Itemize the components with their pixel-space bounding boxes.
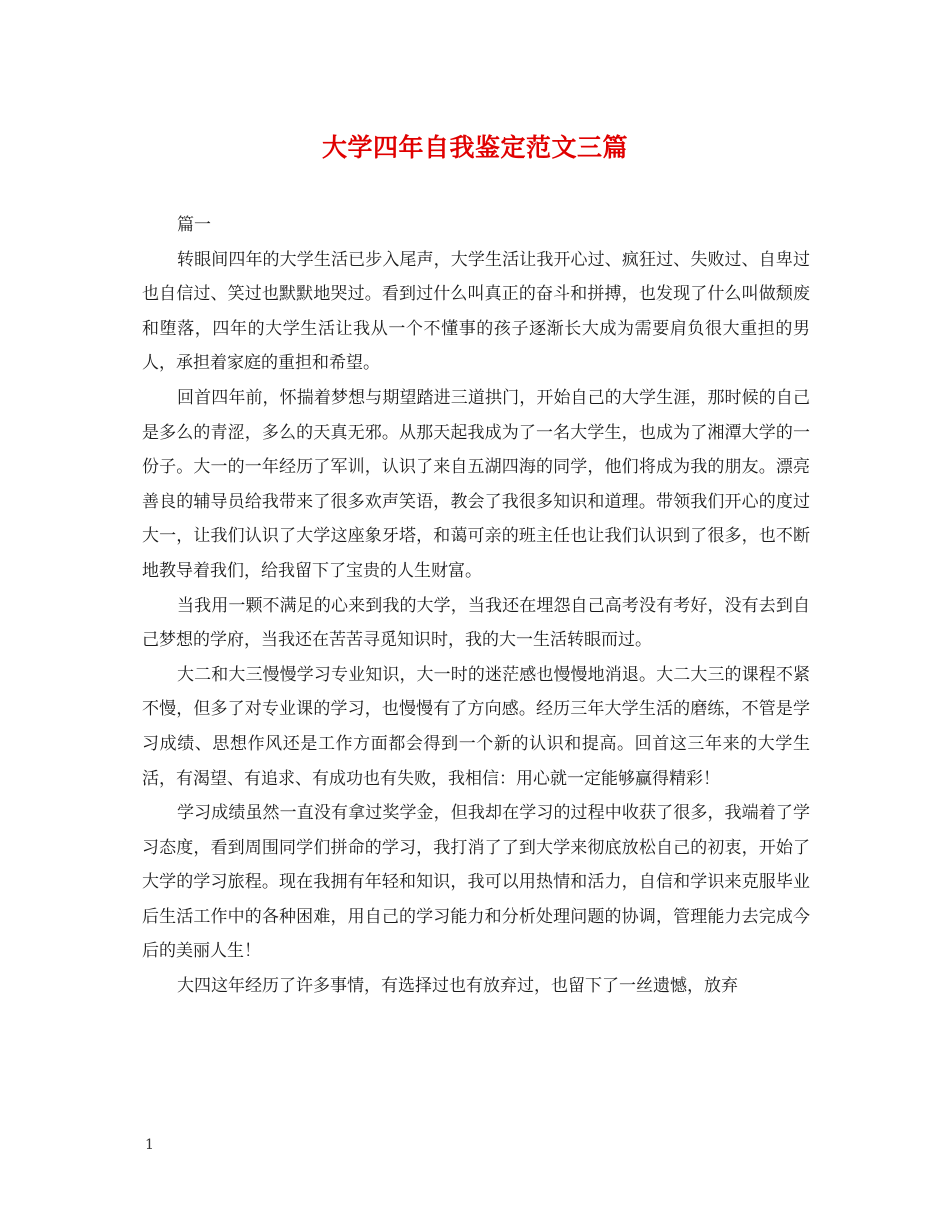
paragraph-6: 大四这年经历了许多事情，有选择过也有放弃过，也留下了一丝遗憾，放弃 [177,976,738,997]
paragraph-5: 学习成绩虽然一直没有拿过奖学金，但我却在学习的过程中收获了很多，我端着了学习态度，看到周围同学们拼命的学习，我打消了了到大学来彻底放松自己的初衷，开始了大学的学习旅程。现在我拥有年轻和知识，我可以用热情和活力，自信和学识来克服毕业后生活工作中的各种困难，用自己的学习能力和分析处理问题的协调，管理能力去完成今后的美丽人生！ [142,803,810,962]
paragraph-2: 回首四年前，怀揣着梦想与期望踏进三道拱门，开始自己的大学生涯，那时候的自己是多么的青涩，多么的天真无邪。从那天起我成为了一名大学生，也成为了湘潭大学的一份子。大一的一年经历了军训，认识了来自五湖四海的同学，他们将成为我的朋友。漂亮善良的辅导员给我带来了很多欢声笑语，教会了我很多知识和道理。带领我们开心的度过大一，让我们认识了大学这座象牙塔，和蔼可亲的班主任也让我们认识到了很多，也不断地教导着我们，给我留下了宝贵的人生财富。 [142,387,810,581]
section-heading: 篇一 [177,215,211,235]
paragraph-3: 当我用一颗不满足的心来到我的大学，当我还在埋怨自己高考没有考好，没有去到自己梦想的学府，当我还在苦苦寻觅知识时，我的大一生活转眼而过。 [142,595,810,651]
page-number: 1 [145,1137,154,1153]
paragraph-4: 大二和大三慢慢学习专业知识，大一时的迷茫感也慢慢地消退。大二大三的课程不紧不慢，但多了对专业课的学习，也慢慢有了方向感。经历三年大学生活的磨练，不管是学习成绩、思想作风还是工作方面都会得到一个新的认识和提高。回首这三年来的大学生活，有渴望、有追求、有成功也有失败，我相信：用心就一定能够赢得精彩！ [142,664,810,789]
document-title: 大学四年自我鉴定范文三篇 [321,133,628,162]
document-body [142,208,810,1004]
paragraph-1: 转眼间四年的大学生活已步入尾声，大学生活让我开心过、疯狂过、失败过、自卑过也自信过、笑过也默默地哭过。看到过什么叫真正的奋斗和拼搏，也发现了什么叫做颓废和堕落，四年的大学生活让我从一个不懂事的孩子逐渐长大成为需要肩负很大重担的男人，承担着家庭的重担和希望。 [142,249,810,374]
